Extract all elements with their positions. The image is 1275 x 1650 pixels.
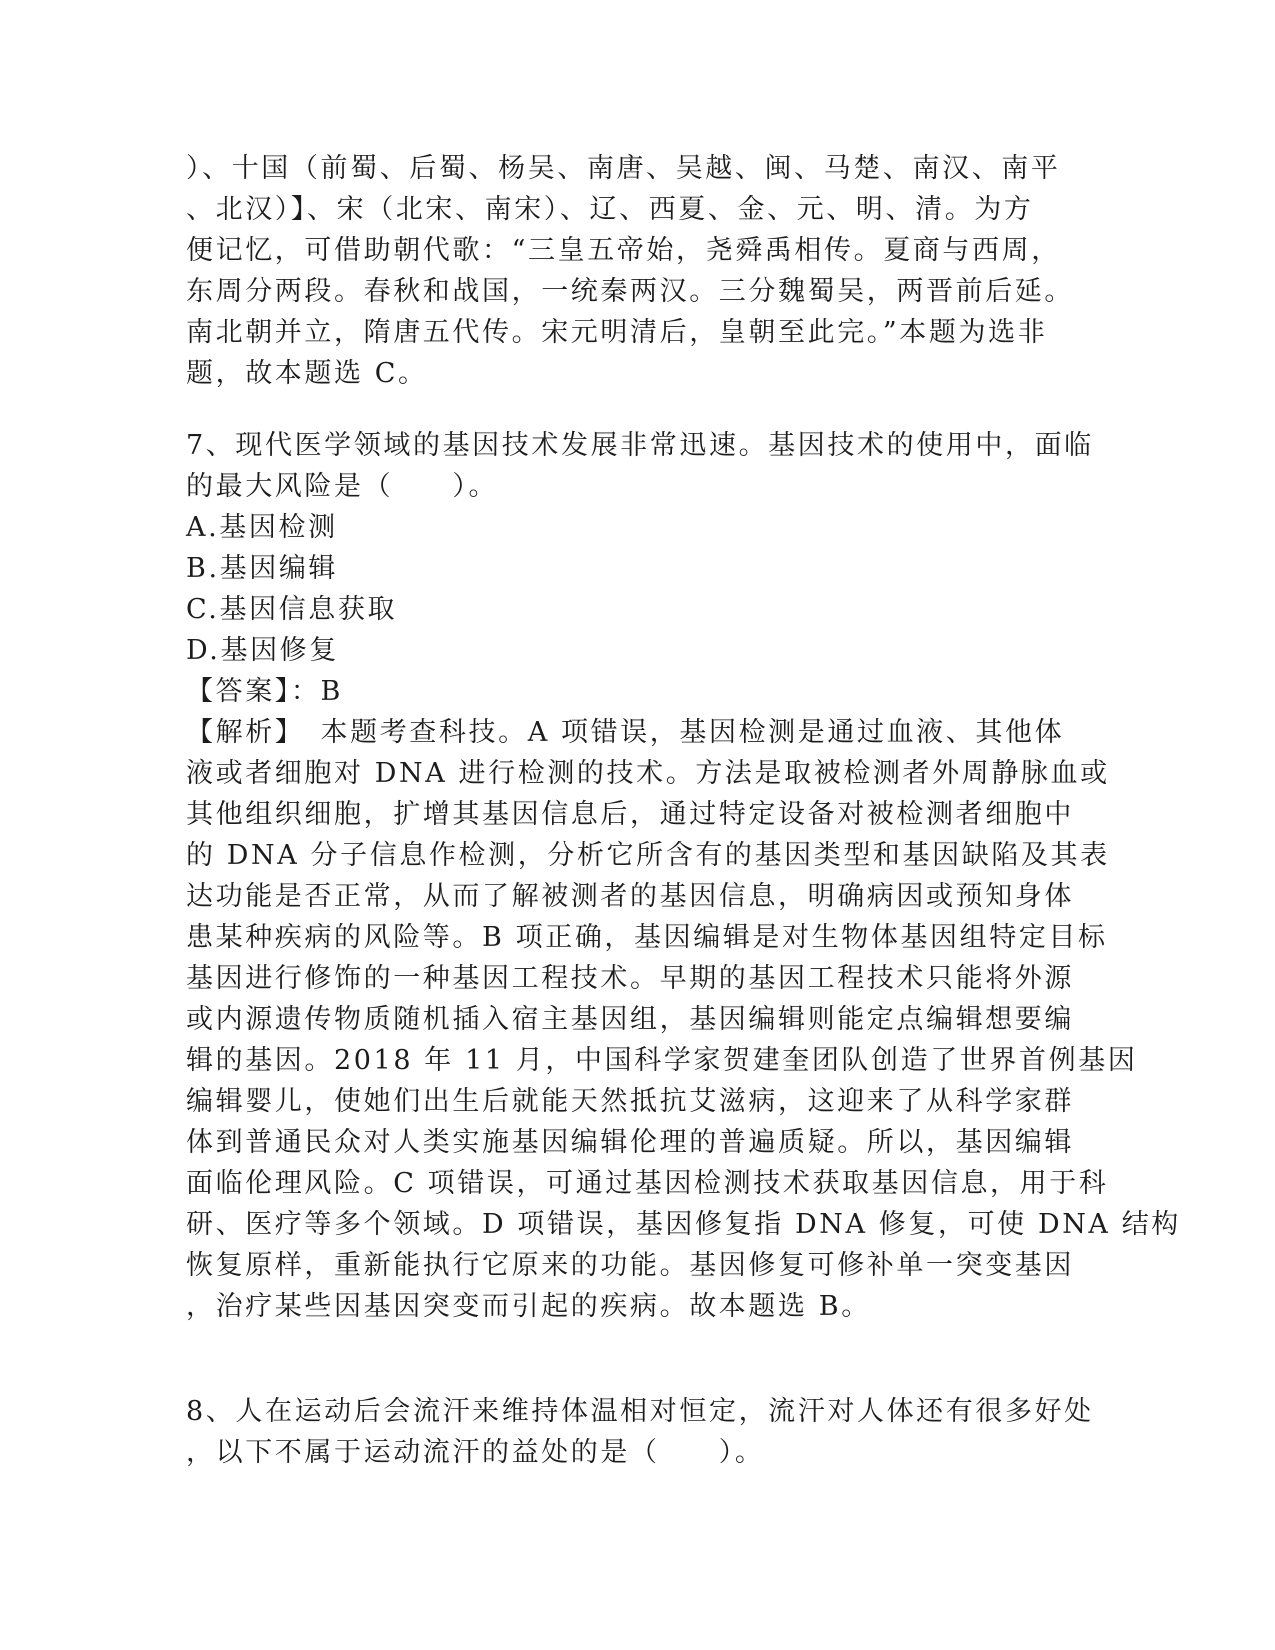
analysis-line: 辑的基因。2018 年 11 月，中国科学家贺建奎团队创造了世界首例基因 xyxy=(186,1045,1138,1076)
option-a: A.基因检测 xyxy=(186,512,338,543)
previous-explanation xyxy=(186,148,1086,394)
analysis-line: 【解析】 本题考查科技。A 项错误，基因检测是通过血液、其他体 xyxy=(186,717,1065,748)
analysis-line: 基因进行修饰的一种基因工程技术。早期的基因工程技术只能将外源 xyxy=(186,963,1074,994)
analysis-line: 体到普通民众对人类实施基因编辑伦理的普遍质疑。所以，基因编辑 xyxy=(186,1127,1074,1158)
analysis-line: 或内源遗传物质随机插入宿主基因组，基因编辑则能定点编辑想要编 xyxy=(186,1004,1074,1035)
analysis-line: 的 DNA 分子信息作检测，分析它所含有的基因类型和基因缺陷及其表 xyxy=(186,840,1110,871)
analysis-line: ，治疗某些因基因突变而引起的疾病。故本题选 B。 xyxy=(186,1291,871,1322)
text-line: 、北汉）】、宋（北宋、南宋）、辽、西夏、金、元、明、清。为方 xyxy=(186,194,1034,225)
text-line: ）、十国（前蜀、后蜀、杨吴、南唐、吴越、闽、马楚、南汉、南平 xyxy=(186,153,1061,184)
analysis-line: 恢复原样，重新能执行它原来的功能。基因修复可修补单一突变基因 xyxy=(186,1250,1074,1281)
text-line: 题，故本题选 C。 xyxy=(186,358,428,389)
answer-line: 【答案】：B xyxy=(186,676,343,707)
question-stem: ，以下不属于运动流汗的益处的是（ ）。 xyxy=(186,1437,765,1468)
question-8 xyxy=(186,1391,1094,1473)
question-7 xyxy=(186,425,1181,1327)
analysis-line: 面临伦理风险。C 项错误，可通过基因检测技术获取基因信息，用于科 xyxy=(186,1168,1109,1199)
analysis-line: 其他组织细胞，扩增其基因信息后，通过特定设备对被检测者细胞中 xyxy=(186,799,1074,830)
text-line: 南北朝并立，隋唐五代传。宋元明清后，皇朝至此完。”本题为选非 xyxy=(186,317,1048,348)
analysis-line: 达功能是否正常，从而了解被测者的基因信息，明确病因或预知身体 xyxy=(186,881,1074,912)
question-stem: 7、现代医学领域的基因技术发展非常迅速。基因技术的使用中，面临 xyxy=(186,430,1094,461)
option-d: D.基因修复 xyxy=(186,635,339,666)
question-stem: 8、人在运动后会流汗来维持体温相对恒定，流汗对人体还有很多好处 xyxy=(186,1396,1094,1427)
text-line: 便记忆，可借助朝代歌：“三皇五帝始，尧舜禹相传。夏商与西周， xyxy=(186,235,1061,266)
analysis-line: 研、医疗等多个领域。D 项错误，基因修复指 DNA 修复，可使 DNA 结构 xyxy=(186,1209,1181,1240)
analysis-line: 患某种疾病的风险等。B 项正确，基因编辑是对生物体基因组特定目标 xyxy=(186,922,1108,953)
option-b: B.基因编辑 xyxy=(186,553,339,584)
text-line: 东周分两段。春秋和战国，一统秦两汉。三分魏蜀吴，两晋前后延。 xyxy=(186,276,1074,307)
analysis-line: 编辑婴儿，使她们出生后就能天然抵抗艾滋病，这迎来了从科学家群 xyxy=(186,1086,1074,1117)
analysis-line: 液或者细胞对 DNA 进行检测的技术。方法是取被检测者外周静脉血或 xyxy=(186,758,1110,789)
option-c: C.基因信息获取 xyxy=(186,594,398,625)
question-stem: 的最大风险是（ ）。 xyxy=(186,471,499,502)
